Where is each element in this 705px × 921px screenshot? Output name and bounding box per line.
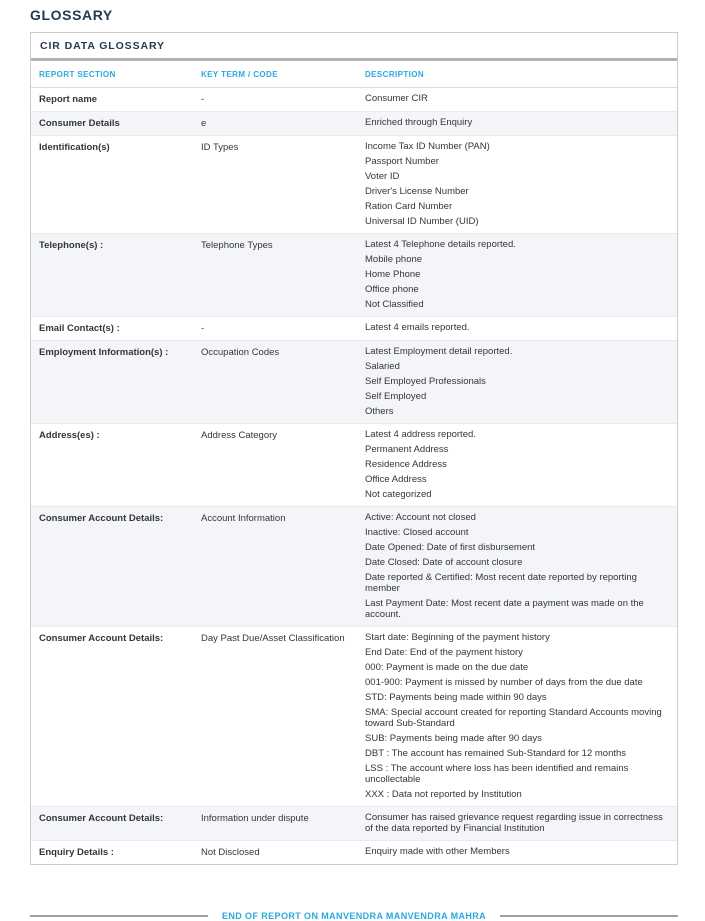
description-line: Latest 4 emails reported. — [365, 322, 470, 333]
description-cell — [365, 632, 677, 800]
description-line: Not Classified — [365, 299, 424, 310]
table-row — [31, 626, 677, 806]
description-line: Latest 4 address reported. — [365, 429, 476, 440]
description-line: Driver's License Number — [365, 186, 469, 197]
table-row — [31, 340, 677, 423]
key-term-cell: e — [201, 118, 207, 129]
description-line: Office Address — [365, 474, 427, 485]
description-line: Self Employed — [365, 391, 427, 402]
column-header-key-term: KEY TERM / CODE — [201, 70, 278, 79]
table-row — [31, 506, 677, 626]
key-term-cell: Information under dispute — [201, 813, 309, 824]
column-header-description: DESCRIPTION — [365, 70, 425, 79]
table-row — [31, 88, 677, 111]
description-line: Date Closed: Date of account closure — [365, 557, 523, 568]
description-line: Permanent Address — [365, 444, 449, 455]
description-line: Date Opened: Date of first disbursement — [365, 542, 536, 553]
report-section-cell: Email Contact(s) : — [39, 323, 120, 334]
description-cell — [365, 239, 677, 310]
table-row — [31, 111, 677, 135]
description-cell — [365, 322, 677, 334]
description-line: Start date: Beginning of the payment history — [365, 632, 550, 643]
description-line: SMA: Special account created for reporting Standard Accounts moving toward Sub-Standard — [365, 707, 662, 729]
description-line: Voter ID — [365, 171, 400, 182]
table-row — [31, 316, 677, 340]
description-line: Salaried — [365, 361, 400, 372]
glossary-table — [30, 32, 678, 865]
description-line: Active: Account not closed — [365, 512, 476, 523]
report-section-cell: Identification(s) — [39, 142, 110, 153]
description-line: 001-900: Payment is missed by number of days from the due date — [365, 677, 643, 688]
description-line: Latest Employment detail reported. — [365, 346, 513, 357]
description-line: Others — [365, 406, 394, 417]
description-cell — [365, 846, 677, 858]
description-line: Last Payment Date: Most recent date a payment was made on the account. — [365, 598, 644, 620]
description-line: Latest 4 Telephone details reported. — [365, 239, 516, 250]
table-header-row — [31, 61, 677, 88]
description-line: DBT : The account has remained Sub-Standard for 12 months — [365, 748, 627, 759]
table-row — [31, 423, 677, 506]
description-line: LSS : The account where loss has been identified and remains uncollectable — [365, 763, 629, 785]
description-line: Date reported & Certified: Most recent date reported by reporting member — [365, 572, 637, 594]
description-cell — [365, 93, 677, 105]
description-line: Residence Address — [365, 459, 447, 470]
description-line: Consumer CIR — [365, 93, 428, 104]
report-section-cell: Address(es) : — [39, 430, 100, 441]
report-section-cell: Report name — [39, 94, 98, 105]
key-term-cell: ID Types — [201, 142, 239, 153]
description-line: End Date: End of the payment history — [365, 647, 523, 658]
description-cell — [365, 117, 677, 129]
description-line: Consumer has raised grievance request regarding issue in correctness of the data reported by Financial Institution — [365, 812, 663, 834]
footer-rule-right — [500, 915, 678, 917]
report-section-cell: Consumer Details — [39, 118, 120, 129]
table-body — [31, 88, 677, 864]
key-term-cell: Occupation Codes — [201, 347, 280, 358]
description-line: Inactive: Closed account — [365, 527, 469, 538]
column-header-report-section: REPORT SECTION — [39, 70, 116, 79]
description-line: SUB: Payments being made after 90 days — [365, 733, 542, 744]
description-cell — [365, 346, 677, 417]
description-line: Enriched through Enquiry — [365, 117, 473, 128]
table-title: CIR DATA GLOSSARY — [40, 40, 165, 52]
table-row — [31, 806, 677, 840]
key-term-cell: Address Category — [201, 430, 278, 441]
description-line: Mobile phone — [365, 254, 423, 265]
description-cell — [365, 141, 677, 227]
key-term-cell: Day Past Due/Asset Classification — [201, 633, 345, 644]
description-line: Ration Card Number — [365, 201, 453, 212]
description-line: Passport Number — [365, 156, 439, 167]
key-term-cell: Not Disclosed — [201, 847, 260, 858]
table-row — [31, 135, 677, 233]
description-line: STD: Payments being made within 90 days — [365, 692, 547, 703]
page-title: GLOSSARY — [30, 7, 113, 23]
report-section-cell: Consumer Account Details: — [39, 633, 164, 644]
key-term-cell: - — [201, 323, 205, 334]
table-row — [31, 840, 677, 864]
description-line: Home Phone — [365, 269, 421, 280]
description-line: Income Tax ID Number (PAN) — [365, 141, 490, 152]
key-term-cell: Telephone Types — [201, 240, 273, 251]
report-section-cell: Consumer Account Details: — [39, 813, 164, 824]
description-line: XXX : Data not reported by Institution — [365, 789, 522, 800]
key-term-cell: - — [201, 94, 205, 105]
description-cell — [365, 812, 677, 834]
report-section-cell: Telephone(s) : — [39, 240, 104, 251]
description-line: Enquiry made with other Members — [365, 846, 510, 857]
description-line: Not categorized — [365, 489, 432, 500]
description-cell — [365, 512, 677, 620]
end-of-report-text: END OF REPORT ON MANVENDRA MANVENDRA MAHRA — [221, 911, 487, 921]
footer-rule-left — [30, 915, 208, 917]
report-section-cell: Enquiry Details : — [39, 847, 114, 858]
report-section-cell: Consumer Account Details: — [39, 513, 164, 524]
report-section-cell: Employment Information(s) : — [39, 347, 169, 358]
description-line: Self Employed Professionals — [365, 376, 486, 387]
key-term-cell: Account Information — [201, 513, 286, 524]
description-cell — [365, 429, 677, 500]
description-line: 000: Payment is made on the due date — [365, 662, 529, 673]
report-footer — [30, 911, 678, 921]
description-line: Office phone — [365, 284, 419, 295]
table-row — [31, 233, 677, 316]
description-line: Universal ID Number (UID) — [365, 216, 479, 227]
